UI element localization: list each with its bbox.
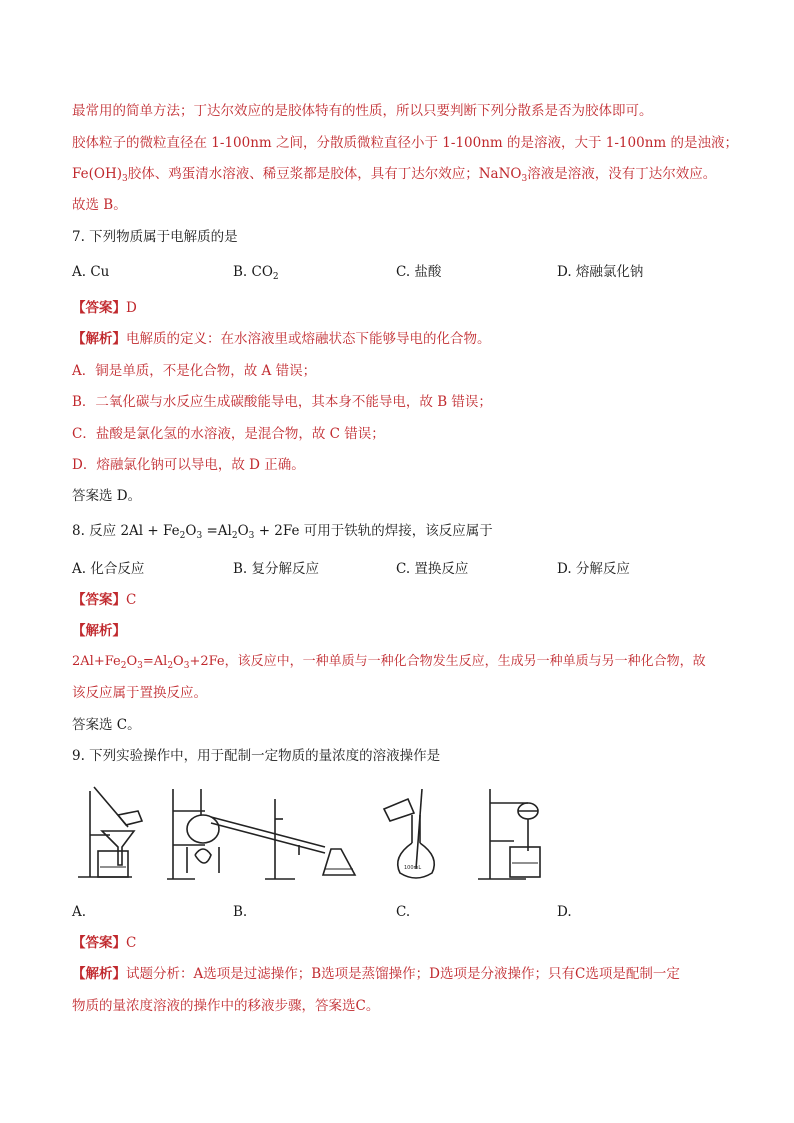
- q8-answer: 【答案】C: [72, 592, 137, 608]
- q6-conclusion: 故选 B。: [72, 197, 127, 213]
- q6-fe-oh: Fe(OH): [72, 166, 122, 182]
- q7-option-b: B. $CO_2$: [233, 264, 279, 282]
- q9-analysis-line-2: 物质的量浓度溶液的操作中的移液步骤，答案选C。: [72, 998, 380, 1014]
- q7-option-c: C. 盐酸: [396, 264, 442, 280]
- q7-option-d: D. 熔融氯化钠: [557, 264, 644, 280]
- q6-text-line-3: [72, 164, 716, 184]
- q8-option-b: B. 复分解反应: [233, 561, 320, 577]
- q8-analysis-label: 【解析】: [72, 623, 126, 639]
- q6-solution-text: 溶液是溶液，没有丁达尔效应。: [527, 166, 717, 182]
- q6-sub: 3: [122, 174, 128, 184]
- q8-analysis-line-1: $2Al+Fe_2O_3=Al_2O_3+2Fe$，该反应中，一种单质与一种化合物发生反应，生成另一种单质与另一种化合物，故: [72, 654, 706, 671]
- q9-option-c: C.: [396, 904, 411, 920]
- q8-option-c: C. 置换反应: [396, 561, 469, 577]
- q8-stem: 8. 反应 $2Al + Fe_2O_3 =Al_2O_3 + 2Fe$ 可用于铁轨的焊接，该反应属于: [72, 523, 493, 541]
- q7-answer: 【答案】D: [72, 300, 137, 316]
- q9-option-a: A.: [72, 904, 87, 920]
- separatory-funnel-image: [470, 785, 560, 885]
- q7-stem: 7. 下列物质属于电解质的是: [72, 229, 238, 245]
- q7-analysis-b: B．二氧化碳与水反应生成碳酸能导电，其本身不能导电，故 B 错误；: [72, 394, 492, 410]
- q7-conclusion: 答案选 D。: [72, 488, 142, 504]
- q8-analysis-line-2: 该反应属于置换反应。: [72, 685, 207, 701]
- q6-text-line-2: 胶体粒子的微粒直径在 1-100nm 之间，分散质微粒直径小于 1-100nm 的是溶液，大于 1-100nm 的是浊液；: [72, 135, 738, 151]
- q6-sub: 3: [521, 174, 528, 184]
- q7-analysis-c: C．盐酸是氯化氢的水溶液，是混合物，故 C 错误；: [72, 426, 385, 442]
- q8-option-d: D. 分解反应: [557, 561, 630, 577]
- volumetric-flask-image: [378, 785, 448, 885]
- q9-option-d: D.: [557, 904, 572, 920]
- q7-analysis: 【解析】电解质的定义：在水溶液里或熔融状态下能够导电的化合物。: [72, 331, 491, 347]
- q9-option-b: B.: [233, 904, 248, 920]
- q7-analysis-d: D．熔融氯化钠可以导电，故 D 正确。: [72, 457, 305, 473]
- flask-volume-label: 100mL: [404, 865, 422, 871]
- q9-answer: 【答案】C: [72, 935, 137, 951]
- q7-option-a: A. Cu: [72, 264, 110, 280]
- filtration-apparatus-image: [72, 785, 162, 885]
- q7-analysis-a: A．铜是单质，不是化合物，故 A 错误；: [72, 363, 317, 379]
- q6-colloid-text: 胶体、鸡蛋清水溶液、稀豆浆都是胶体，具有丁达尔效应；NaNO: [127, 166, 522, 182]
- q9-analysis-line-1: 【解析】试题分析：A选项是过滤操作；B选项是蒸馏操作；D选项是分液操作；只有C选项是配制一定: [72, 966, 680, 982]
- q6-text-line-1: 最常用的简单方法；丁达尔效应的是胶体特有的性质，所以只要判断下列分散系是否为胶体即可。: [72, 103, 653, 119]
- distillation-apparatus-image: [165, 785, 365, 885]
- q8-conclusion: 答案选 C。: [72, 717, 141, 733]
- q8-option-a: A. 化合反应: [72, 561, 145, 577]
- q9-stem: 9. 下列实验操作中，用于配制一定物质的量浓度的溶液操作是: [72, 748, 441, 764]
